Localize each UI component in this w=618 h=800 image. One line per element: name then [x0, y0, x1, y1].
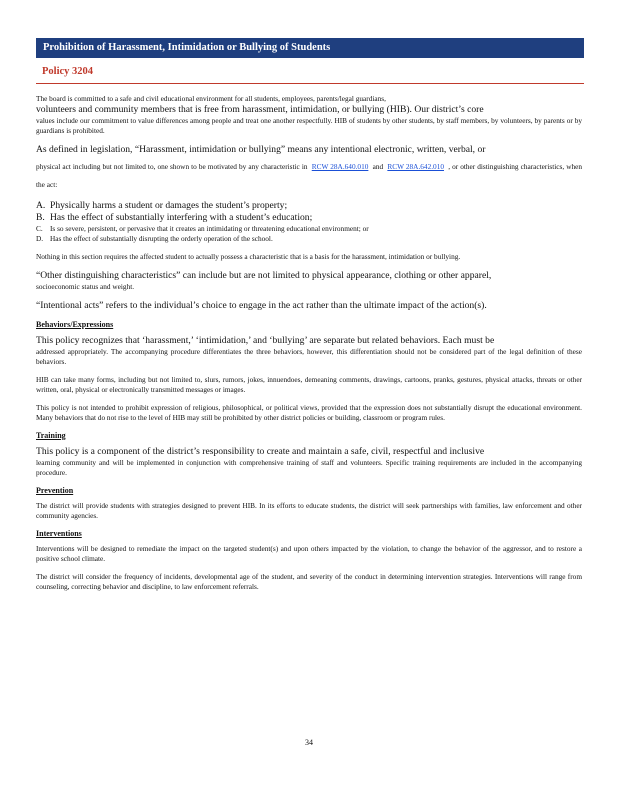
intro-paragraph [36, 94, 582, 136]
behaviors-lead: This policy recognizes that ‘harassment,’ ‘intimidation,’ and ‘bullying’ are separate but related behaviors. Each must be [36, 335, 495, 346]
policy-title-bar [36, 38, 584, 58]
definition-body-a: physical act including but not limited to, one shown to be motivated by any characteristic in [36, 162, 308, 171]
training-paragraph [36, 446, 582, 478]
intentional-acts-paragraph: “Intentional acts” refers to the individual’s choice to engage in the act rather than the ultimate impact of the action(s). [36, 300, 487, 311]
interventions-heading: Interventions [36, 529, 82, 538]
nothing-paragraph: Nothing in this section requires the affected student to actually possess a characteristic that is a basis for the harassment, intimidation or bullying. [36, 252, 461, 261]
list-item-label: B. [36, 212, 45, 223]
list-item-text: Physically harms a student or damages the student’s property; [50, 200, 288, 211]
list-item [36, 224, 582, 234]
rcw-link-642[interactable]: RCW 28A.642.010 [387, 162, 444, 171]
intro-line-2: volunteers and community members that is free from harassment, intimidation, or bullying (HIB). Our district’s core [36, 104, 484, 115]
definition-paragraph [36, 144, 582, 192]
behaviors-paragraph-3: This policy is not intended to prohibit expression of religious, philosophical, or political views, provided that the expression does not substantially disrupt the educational environment. Many behaviors that do not rise to the level of HIB may still be prohibited by other district policies or building, classroom or program rules. [36, 403, 582, 422]
behaviors-heading: Behaviors/Expressions [36, 320, 114, 329]
other-characteristics-paragraph [36, 270, 582, 292]
list-item [36, 212, 582, 224]
interventions-paragraph-2: The district will consider the frequency of incidents, developmental age of the student, and severity of the conduct in determining intervention strategies. Interventions will range from counseling, correcting behavior and discipline, to law enforcement referrals. [36, 572, 582, 591]
prevention-heading: Prevention [36, 486, 74, 495]
list-item [36, 200, 582, 212]
list-item-label: D. [36, 234, 44, 243]
list-item [36, 234, 582, 244]
list-item-text: Is so severe, persistent, or pervasive that it creates an intimidating or threatening educational environment; or [50, 224, 369, 233]
list-item-label: C. [36, 224, 43, 233]
policy-divider [36, 83, 584, 84]
behaviors-rest: addressed appropriately. The accompanying procedure differentiates the three behaviors, however, this differentiation should not be considered part of the legal definition of these behaviors. [36, 347, 582, 366]
intro-line-1: The board is committed to a safe and civil educational environment for all students, employees, parents/legal guardians, [36, 94, 386, 103]
list-item-label: A. [36, 200, 46, 211]
other-characteristics-lead: “Other distinguishing characteristics” can include but are not limited to physical appearance, clothing or other apparel, [36, 270, 492, 281]
list-item-text: Has the effect of substantially interfering with a student’s education; [50, 212, 313, 223]
policy-title: Prohibition of Harassment, Intimidation or Bullying of Students [43, 42, 331, 53]
training-rest: learning community and will be implemented in conjunction with comprehensive training of staff and volunteers. Specific training requirements are included in the accompanying procedure. [36, 458, 582, 477]
intro-rest: values include our commitment to value differences among people and treat one another respectfully. HIB of students by other students, by staff members, by volunteers, by parents or by guardians is prohibited. [36, 116, 582, 135]
list-item-text: Has the effect of substantially disrupting the orderly operation of the school. [50, 234, 273, 243]
prevention-paragraph: The district will provide students with strategies designed to prevent HIB. In its efforts to educate students, the district will seek partnerships with families, law enforcement and other community agencies. [36, 501, 582, 520]
page-number: 34 [305, 738, 313, 747]
definition-and: and [372, 162, 384, 171]
definition-body-b: , or other distinguishing characteristics, when the act: [36, 162, 583, 189]
training-heading: Training [36, 431, 66, 440]
policy-body [36, 94, 582, 600]
policy-number: Policy 3204 [42, 66, 94, 77]
rcw-link-640[interactable]: RCW 28A.640.010 [311, 162, 369, 171]
other-characteristics-rest: socioeconomic status and weight. [36, 282, 135, 291]
criteria-list [36, 200, 582, 244]
behaviors-paragraph-2: HIB can take many forms, including but not limited to, slurs, rumors, jokes, innuendoes, demeaning comments, drawings, cartoons, pranks, gestures, physical attacks, threats or other written, oral, physical or electronically transmitted messages or images. [36, 375, 582, 394]
behaviors-paragraph-1 [36, 335, 582, 367]
interventions-paragraph-1: Interventions will be designed to remediate the impact on the targeted student(s) and upon others impacted by the violation, to change the behavior of the aggressor, and to restore a positive school climate. [36, 544, 582, 563]
definition-lead: As defined in legislation, “Harassment, intimidation or bullying” means any intentional electronic, written, verbal, or [36, 144, 486, 155]
training-lead: This policy is a component of the district’s responsibility to create and maintain a safe, civil, respectful and inclusive [36, 446, 485, 457]
